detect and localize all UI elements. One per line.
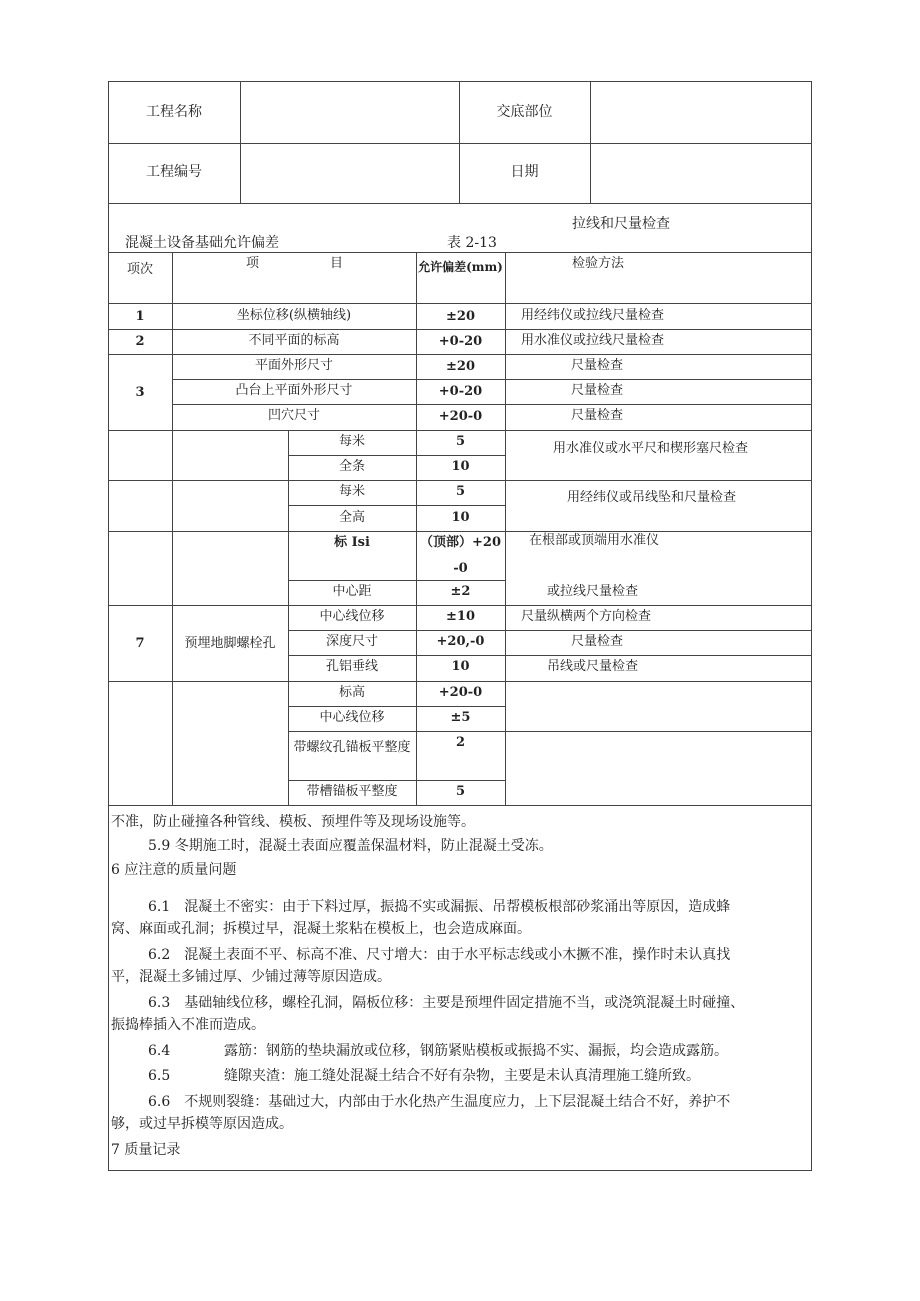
paragraph-number: 6.4 bbox=[148, 1043, 171, 1059]
paragraph: 窝、麻面或孔洞；拆模过早，混凝土浆粘在模板上，也会造成麻面。 bbox=[111, 921, 531, 937]
paragraph: 5.9 冬期施工时，混凝土表面应覆盖保温材料，防止混凝土受冻。 bbox=[148, 838, 553, 854]
row-method: 尺量检查 bbox=[571, 634, 624, 649]
paragraph: 平，混凝土多铺过厚、少铺过薄等原因造成。 bbox=[111, 969, 391, 985]
row-item: 孔铝垂线 bbox=[325, 659, 378, 674]
row-tolerance: ±20 bbox=[446, 359, 475, 374]
row-item: 深度尺寸 bbox=[325, 634, 378, 649]
section-heading: 7 质量记录 bbox=[111, 1142, 181, 1158]
row-tolerance: 5 bbox=[455, 484, 466, 499]
row-tolerance: 2 bbox=[455, 735, 466, 750]
row-method: 尺量检查 bbox=[571, 383, 624, 398]
row-tolerance: ±2 bbox=[450, 584, 471, 599]
row-method: 在根部或顶端用水准仪 bbox=[529, 533, 660, 548]
row-tolerance: +20-0 bbox=[438, 685, 483, 700]
row-item: 带螺纹孔锚板平整度 bbox=[293, 740, 411, 755]
row-item: 中心线位移 bbox=[319, 609, 385, 624]
row-tolerance: ±10 bbox=[446, 609, 475, 624]
paragraph: 振捣棒插入不准而造成。 bbox=[111, 1017, 265, 1033]
row-item: 全高 bbox=[338, 510, 365, 525]
row-item: 带槽锚板平整度 bbox=[306, 784, 398, 799]
location-label: 交底部位 bbox=[496, 104, 553, 120]
paragraph: 缝隙夹渣：施工缝处混凝土结合不好有杂物，主要是未认真清理施工缝所致。 bbox=[224, 1068, 700, 1084]
table-caption: 混凝土设备基础允许偏差 bbox=[125, 235, 279, 251]
table-number: 表 2-13 bbox=[447, 235, 497, 251]
paragraph: 不准，防止碰撞各种管线、模板、预埋件等及现场设施等。 bbox=[111, 814, 475, 830]
paragraph: 6.3 基础轴线位移，螺栓孔洞，隔板位移：主要是预埋件固定措施不当，或浇筑混凝土时碰撞、 bbox=[148, 995, 745, 1011]
col-header-item-1: 项 bbox=[246, 256, 260, 271]
col-header-method: 检验方法 bbox=[572, 256, 625, 271]
row-tolerance: 10 bbox=[451, 459, 470, 474]
paragraph: 6.6 不规则裂缝：基础过大，内部由于水化热产生温度应力，上下层混凝土结合不好，养护不 bbox=[148, 1094, 731, 1110]
paragraph-number: 6.5 bbox=[148, 1068, 171, 1084]
row-method: 尺量纵横两个方向检查 bbox=[521, 609, 652, 624]
row-tolerance: +0-20 bbox=[438, 384, 483, 399]
row-no: 1 bbox=[135, 309, 145, 324]
row-tolerance: ±5 bbox=[450, 710, 471, 725]
row-method: 尺量检查 bbox=[571, 408, 624, 423]
row-method: 用经纬仪或拉线尺量检查 bbox=[521, 308, 665, 323]
project-name-label: 工程名称 bbox=[146, 104, 202, 120]
top-note: 拉线和尺量检查 bbox=[572, 216, 670, 232]
row-item: 凹穴尺寸 bbox=[267, 408, 320, 423]
row-tolerance-line-2: -0 bbox=[453, 561, 468, 576]
paragraph: 露筋：钢筋的垫块漏放或位移，钢筋紧贴模板或振捣不实、漏振，均会造成露筋。 bbox=[224, 1043, 728, 1059]
row-no: 3 bbox=[135, 385, 145, 400]
row-item: 坐标位移(纵横轴线) bbox=[236, 308, 352, 323]
row-item: 中心线位移 bbox=[319, 710, 385, 725]
row-method: 用经纬仪或吊线坠和尺量检查 bbox=[567, 490, 737, 505]
row-item: 不同平面的标高 bbox=[248, 333, 340, 348]
row-item: 中心距 bbox=[332, 584, 372, 599]
row-item: 凸台上平面外形尺寸 bbox=[235, 383, 353, 398]
row-method: 尺量检查 bbox=[571, 358, 624, 373]
row-tolerance: +20,-0 bbox=[436, 634, 485, 649]
section-heading: 6 应注意的质量问题 bbox=[111, 862, 237, 878]
row-item: 全条 bbox=[338, 459, 365, 474]
row-tolerance: 10 bbox=[451, 510, 470, 525]
paragraph: 6.2 混凝土表面不平、标高不准、尺寸增大：由于水平标志线或小木撅不准，操作时未认真找 bbox=[148, 947, 731, 963]
row-item: 标 Isi bbox=[334, 535, 370, 550]
row-method: 吊线或尺量检查 bbox=[547, 659, 639, 674]
row-group-label: 预埋地脚螺栓孔 bbox=[184, 636, 276, 651]
row-item: 每米 bbox=[338, 484, 365, 499]
row-tolerance: 5 bbox=[455, 434, 466, 449]
row-tolerance: 10 bbox=[451, 659, 470, 674]
row-item: 标高 bbox=[338, 685, 365, 700]
date-label: 日期 bbox=[510, 164, 539, 180]
row-tolerance: （顶部）+20 bbox=[420, 535, 501, 550]
col-header-tolerance: 允许偏差(mm) bbox=[418, 260, 503, 274]
row-method: 用水准仪或拉线尺量检查 bbox=[521, 333, 665, 348]
row-tolerance: 5 bbox=[455, 784, 466, 799]
col-header-item-2: 目 bbox=[330, 256, 344, 271]
row-no: 7 bbox=[135, 636, 145, 651]
row-item: 每米 bbox=[338, 434, 365, 449]
row-method: 或拉线尺量检查 bbox=[547, 584, 639, 599]
row-no: 2 bbox=[135, 334, 145, 349]
paragraph: 6.1 混凝土不密实：由于下料过厚，振捣不实或漏振、吊帮模板根部砂浆涌出等原因，造成蜂 bbox=[148, 899, 731, 915]
row-tolerance: ±20 bbox=[446, 309, 475, 324]
col-header-no: 项次 bbox=[126, 262, 153, 277]
paragraph: 够，或过早拆模等原因造成。 bbox=[111, 1116, 293, 1132]
row-method: 用水准仪或水平尺和楔形塞尺检查 bbox=[553, 441, 749, 456]
project-no-label: 工程编号 bbox=[146, 164, 202, 180]
row-item: 平面外形尺寸 bbox=[254, 358, 333, 373]
row-tolerance: +20-0 bbox=[438, 409, 483, 424]
row-tolerance: +0-20 bbox=[438, 334, 483, 349]
